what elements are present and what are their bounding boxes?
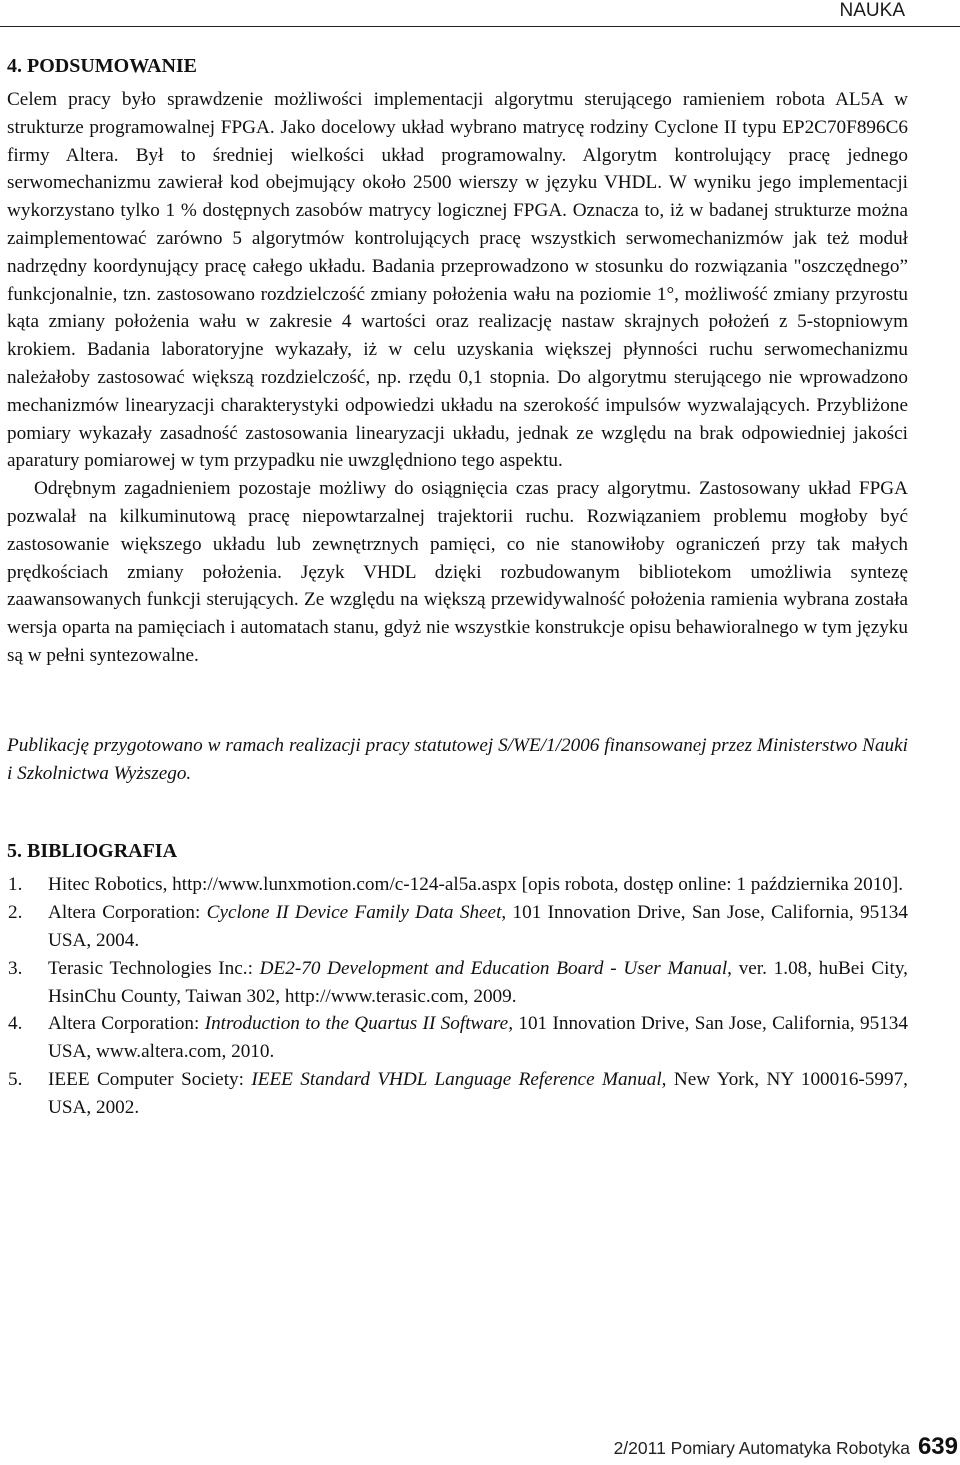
bibliography-heading: 5. BIBLIOGRAFIA (7, 840, 178, 863)
summary-heading: 4. PODSUMOWANIE (7, 55, 198, 77)
summary-paragraph-1: Celem pracy było sprawdzenie możliwości implementacji algorytmu sterującego ramieniem robota AL5A w strukturze programowalnej FPGA. Jako docelowy układ wybrano matrycę rodziny Cyclone II typu EP2C70F896C6 firmy Altera. Był to średniej wielkości układ programowalny. Algorytm kontrolujący pracę jednego serwomechanizmu zawierał kod obejmujący około 2500 wierszy w języku VHDL. W wyniku jego implementacji wykorzystano tylko 1 % dostępnych zasobów matrycy logicznej FPGA. Oznacza to, iż w badanej strukturze można zaimplementować zarówno 5 algorytmów kontrolujących pracę wszystkich serwomechanizmów jak też moduł nadrzędny koordynujący pracę całego układu. Badania przeprowadzono w stosunku do rozwiązania "oszczędnego” funkcjonalnie, tzn. zastosowano rozdzielczość zmiany położenia wału na poziomie 1°, możliwość zmiany przyrostu kąta zmiany położenia wału w zakresie 4 wartości oraz realizację nastaw skrajnych położeń z 5-stopniowym krokiem. Badania laboratoryjne wykazały, iż w celu uzyskania większej płynności ruchu serwomechanizmu należałoby zastosować większą rozdzielczość, np. rzędu 0,1 stopnia. Do algorytmu sterującego nie wprowadzono mechanizmów linearyzacji charakterystyki odpowiedzi układu na szerokość impulsów wyzwalających. Przybliżone pomiary wykazały zasadność zastosowania linearyzacji układu, jednak ze względu na brak odpowiedniej jakości aparatury pomiarowej w tym przypadku nie uwzględniono tego aspektu. (7, 89, 908, 472)
bibliography-entry-5: 5. IEEE Computer Society: IEEE Standard VHDL Language Reference Manual, New York, NY 100016-5997, USA, 2002. (8, 1068, 908, 1118)
bibliography-entry-2: 2. Altera Corporation: Cyclone II Device Family Data Sheet, 101 Innovation Drive, San Jose, California, 95134 USA, 2004. (8, 902, 908, 951)
article-body (7, 52, 908, 1122)
header-divider (0, 26, 960, 27)
page-footer (614, 1433, 958, 1461)
summary-paragraph-2: Odrębnym zagadnieniem pozostaje możliwy do osiągnięcia czas pracy algorytmu. Zastosowany układ FPGA pozwalał na kilkuminutową pracę niepowtarzalnej trajektorii ruchu. Rozwiązaniem problemu mogłoby być zastosowanie większego układu lub zewnętrznych pamięci, co nie stanowiłoby ograniczeń przy tak małych prędkościach zmiany położenia. Język VHDL dzięki rozbudowanym bibliotekom umożliwia syntezę zaawansowanych funkcji sterujących. Ze względu na większą przewidywalność położenia ramienia wybrana została wersja oparta na pamięciach i automatach stanu, gdyż nie wszystkie konstrukcje opisu behawioralnego w tym języku są w pełni syntezowalne. (7, 478, 908, 666)
bibliography-entry-4: 4. Altera Corporation: Introduction to the Quartus II Software, 101 Innovation Drive, San Jose, California, 95134 USA, www.altera.com, 2010. (8, 1013, 908, 1063)
section-label: NAUKA (839, 0, 905, 21)
bibliography-entry-1: 1. Hitec Robotics, http://www.lunxmotion.com/c-124-al5a.aspx [opis robota, dostęp online: 1 października 2010]. (8, 874, 904, 896)
bibliography-list (7, 871, 908, 1121)
bibliography-entry-3: 3. Terasic Technologies Inc.: DE2-70 Development and Education Board - User Manual, ver. 1.08, huBei City, HsinChu County, Taiwan 302, http://www.terasic.com, 2009. (8, 957, 908, 1007)
funding-note: Publikację przygotowano w ramach realizacji pracy statutowej S/WE/1/2006 finansowanej przez Ministerstwo Nauki i Szkolnictwa Wyższego. (7, 734, 908, 784)
journal-title: 2/2011 Pomiary Automatyka Robotyka (613, 1438, 910, 1458)
page-number: 639 (917, 1433, 958, 1460)
